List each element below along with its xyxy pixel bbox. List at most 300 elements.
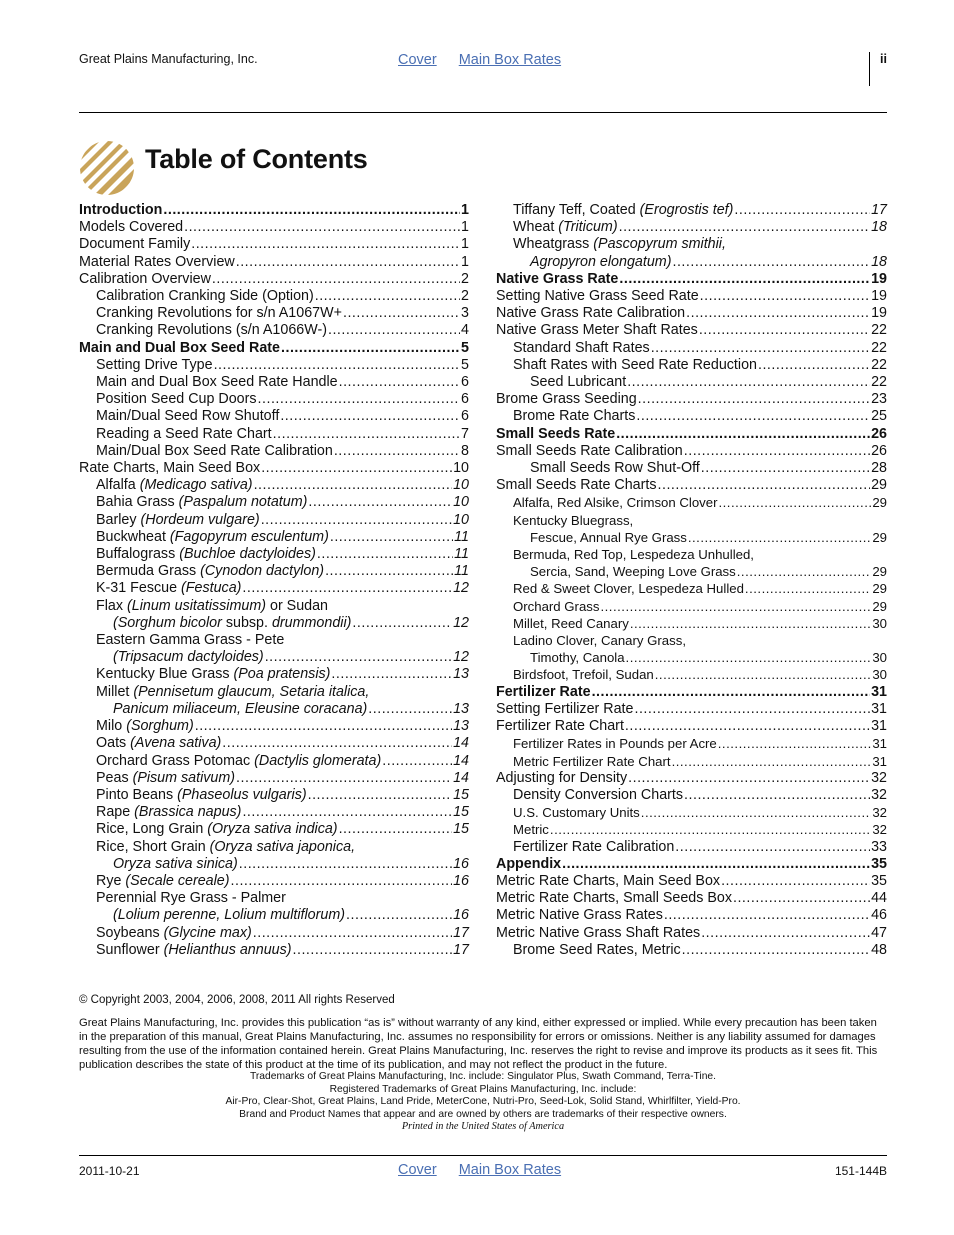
toc-entry[interactable]: [79, 649, 469, 666]
toc-entry[interactable]: [496, 408, 887, 425]
toc-entry[interactable]: [79, 322, 469, 339]
toc-dot-leader: [231, 873, 453, 890]
toc-entry[interactable]: [496, 701, 887, 718]
toc-page-number: 1: [461, 236, 469, 253]
disclaimer-text: Great Plains Manufacturing, Inc. provides this publication “as is” without warranty of any kind, either expressed or implied. While every precaution has been taken in the preparation of this manual, Great Plains Manufacturing, Inc. assumes no responsibility for errors or omissions. Neither is any liability assumed for damages resulting from the use of the information contained herein. Great Plains Manufacturing, Inc. reserves the right to revise and improve its products as it sees fit. This publication describes the state of this product at the time of its publication, and may not reflect the product in the future.: [79, 1017, 878, 1071]
toc-entry[interactable]: [496, 684, 887, 701]
toc-entry-title: [513, 580, 744, 597]
toc-dot-leader: [745, 580, 871, 597]
toc-entry[interactable]: [79, 701, 469, 718]
toc-entry-text: Setting Native Grass Seed Rate: [496, 288, 699, 305]
toc-entry-text: Sercia, Sand, Weeping Love Grass: [530, 564, 736, 580]
main-box-rates-link[interactable]: Main Box Rates: [458, 52, 562, 68]
toc-entry-text: Position Seed Cup Doors: [96, 391, 257, 408]
toc-entry[interactable]: [79, 340, 469, 357]
toc-page-number: 32: [871, 769, 887, 786]
toc-entry-text: Setting Drive Type: [96, 356, 213, 373]
toc-entry-text: (Linum usitatissimum): [126, 597, 267, 614]
toc-entry-continuation: [496, 512, 887, 529]
toc-entry-title: [496, 477, 657, 494]
toc-entry[interactable]: [496, 460, 887, 477]
toc-page-number: 4: [461, 322, 469, 339]
toc-dot-leader: [686, 305, 870, 322]
toc-page-number: 5: [461, 356, 469, 373]
toc-dot-leader: [718, 494, 871, 511]
toc-entry-title: [96, 529, 329, 546]
toc-entry-text: Wheatgrass: [513, 236, 594, 253]
trademarks-block: [79, 1071, 887, 1134]
toc-dot-leader: [214, 357, 460, 374]
toc-entry[interactable]: [496, 494, 887, 511]
toc-entry[interactable]: [496, 821, 887, 838]
toc-dot-leader: [619, 219, 871, 236]
toc-dot-leader: [195, 718, 452, 735]
toc-dot-leader: [163, 202, 460, 219]
toc-entry[interactable]: [496, 374, 887, 391]
toc-entry[interactable]: [79, 477, 469, 494]
toc-entry[interactable]: [79, 460, 469, 477]
cover-link[interactable]: Cover: [398, 52, 437, 68]
toc-entry-title: [96, 925, 252, 942]
toc-entry-text: Models Covered: [79, 219, 184, 236]
toc-entry-text: Standard Shaft Rates: [513, 339, 650, 356]
toc-page-number: 13: [453, 718, 469, 735]
toc-entry[interactable]: [79, 529, 469, 546]
toc-entry[interactable]: [79, 512, 469, 529]
toc-entry-text: Shaft Rates with Seed Rate Reduction: [513, 356, 757, 373]
toc-dot-leader: [758, 357, 870, 374]
toc-dot-leader: [242, 580, 452, 597]
toc-entry-title: [96, 839, 355, 855]
toc-entry-title: [96, 632, 284, 648]
toc-entry-text: Bahia Grass: [96, 494, 179, 511]
toc-page-number: 15: [453, 821, 469, 838]
toc-dot-leader: [655, 666, 872, 683]
toc-entry[interactable]: [496, 615, 887, 632]
toc-entry-text: Small Seeds Row Shut-Off: [530, 460, 700, 477]
toc-entry-text: Panicum miliaceum, Eleusine coracana): [113, 700, 368, 717]
toc-entry-title: [513, 839, 674, 856]
toc-entry[interactable]: [496, 305, 887, 322]
toc-entry-text: Small Seeds Rate Charts: [496, 477, 657, 494]
toc-entry-title: [96, 546, 316, 563]
toc-dot-leader: [343, 305, 460, 322]
toc-entry[interactable]: [79, 770, 469, 787]
toc-entry-text: Brome Rate Charts: [513, 408, 636, 425]
toc-entry-text: Cranking Revolutions (s/n A1066W-): [96, 322, 327, 339]
toc-entry-title: [496, 770, 627, 787]
toc-entry-text: Material Rates Overview: [79, 253, 235, 270]
toc-page-number: 31: [872, 736, 887, 752]
toc-dot-leader: [258, 391, 461, 408]
toc-entry-text: Metric Fertilizer Rate Chart: [513, 753, 671, 769]
toc-entry-text: (Oryza sativa indica): [207, 821, 338, 838]
toc-entry-text: Adjusting for Density: [496, 769, 628, 786]
toc-page-number: 19: [871, 270, 887, 287]
toc-entry[interactable]: [496, 219, 887, 236]
toc-entry-text: Oryza sativa sinica): [113, 855, 238, 872]
toc-page-number: 2: [461, 270, 469, 287]
toc-entry[interactable]: [496, 856, 887, 873]
toc-page-number: 1: [461, 219, 469, 236]
toc-entry-text: Brome Seed Rates, Metric: [513, 941, 681, 958]
toc-dot-leader: [641, 804, 872, 821]
toc-entry-title: [79, 202, 162, 219]
toc-dot-leader: [265, 649, 452, 666]
toc-entry-continuation: [79, 890, 469, 907]
toc-entry-continuation: [496, 236, 887, 253]
toc-entry-text: Alfalfa: [96, 477, 140, 494]
toc-entry-text: Fescue, Annual Rye Grass: [530, 529, 687, 545]
toc-page-number: 16: [453, 872, 469, 889]
toc-entry-text: Ladino Clover, Canary Grass,: [513, 633, 686, 649]
toc-entry-title: [513, 633, 686, 648]
toc-dot-leader: [352, 615, 452, 632]
toc-entry[interactable]: [496, 770, 887, 787]
toc-entry[interactable]: [79, 615, 469, 632]
toc-dot-leader: [273, 426, 460, 443]
toc-entry[interactable]: [79, 666, 469, 683]
toc-entry[interactable]: [496, 666, 887, 683]
toc-dot-leader: [688, 529, 871, 546]
toc-entry[interactable]: [79, 357, 469, 374]
footer-main-box-rates-link[interactable]: Main Box Rates: [458, 1162, 562, 1178]
toc-entry-title: [496, 426, 615, 443]
toc-entry[interactable]: [79, 735, 469, 752]
toc-entry-text: K-31 Fescue: [96, 580, 182, 597]
toc-entry-text: Metric Native Grass Rates: [496, 907, 663, 924]
toc-dot-leader: [253, 925, 452, 942]
toc-entry-title: [113, 907, 345, 924]
toc-page-number: 17: [871, 202, 887, 218]
toc-entry-title: [513, 821, 549, 838]
toc-entry[interactable]: [496, 202, 887, 219]
toc-entry[interactable]: [496, 804, 887, 821]
toc-entry-title: [113, 701, 367, 718]
toc-entry[interactable]: [79, 305, 469, 322]
toc-page-number: 44: [871, 890, 887, 907]
toc-page-number: 16: [453, 907, 469, 924]
toc-entry-title: [96, 770, 235, 787]
toc-entry[interactable]: [79, 494, 469, 511]
toc-page-number: 47: [871, 924, 887, 941]
toc-entry[interactable]: [79, 821, 469, 838]
toc-dot-leader: [627, 374, 870, 391]
toc-entry-text: Native Grass Rate Calibration: [496, 305, 686, 322]
toc-entry-text: (Sorghum): [126, 718, 194, 735]
toc-entry-text: Millet: [96, 683, 134, 700]
toc-page-number: 13: [453, 700, 469, 717]
toc-entry[interactable]: [496, 322, 887, 339]
toc-entry[interactable]: [496, 787, 887, 804]
toc-entry-text: Document Family: [79, 236, 191, 253]
toc-entry-text: Bermuda Grass: [96, 563, 201, 580]
toc-entry-text: Wheat: [513, 219, 559, 236]
third-party-trademarks-line: Brand and Product Names that appear and are owned by others are trademarks of their respective owners.: [239, 1108, 727, 1120]
toc-entry-text: subsp.: [221, 614, 272, 631]
toc-dot-leader: [626, 649, 872, 666]
toc-entry[interactable]: [496, 254, 887, 271]
toc-entry-text: or Sudan: [266, 597, 329, 614]
toc-dot-leader: [261, 460, 452, 477]
toc-entry-text: Calibration Cranking Side (Option): [96, 288, 314, 305]
toc-entry-text: (Triticum): [558, 219, 618, 236]
toc-entry-text: Fertilizer Rate: [496, 683, 591, 700]
toc-entry-title: [530, 649, 625, 666]
toc-entry-title: [96, 494, 307, 511]
toc-page-number: 11: [454, 528, 469, 545]
toc-dot-leader: [672, 753, 872, 770]
toc-entry-title: [496, 391, 637, 408]
toc-entry[interactable]: [79, 563, 469, 580]
toc-entry-title: [96, 477, 253, 494]
toc-entry-title: [96, 408, 279, 425]
toc-entry-text: (Dactylis glomerata): [254, 752, 382, 769]
toc-dot-leader: [308, 787, 452, 804]
toc-entry[interactable]: [496, 942, 887, 959]
toc-entry[interactable]: [79, 426, 469, 443]
toc-entry-text: Reading a Seed Rate Chart: [96, 425, 272, 442]
toc-page-number: 17: [453, 924, 469, 941]
toc-dot-leader: [592, 684, 871, 701]
toc-entry-title: [79, 271, 211, 288]
toc-dot-leader: [328, 322, 460, 339]
toc-entry[interactable]: [496, 443, 887, 460]
toc-page-number: 30: [872, 667, 887, 683]
toc-entry-text: U.S. Customary Units: [513, 805, 640, 821]
toc-entry[interactable]: [79, 856, 469, 873]
toc-entry[interactable]: [496, 477, 887, 494]
toc-entry-text: Main/Dual Box Seed Rate Calibration: [96, 442, 333, 459]
toc-entry-text: Birdsfoot, Trefoil, Sudan: [513, 667, 654, 683]
toc-entry[interactable]: [79, 202, 469, 219]
toc-entry[interactable]: [496, 426, 887, 443]
toc-entry-text: Orchard Grass: [513, 598, 600, 614]
footer-rule: [79, 1155, 887, 1156]
toc-entry[interactable]: [496, 529, 887, 546]
toc-dot-leader: [658, 477, 871, 494]
toc-entry[interactable]: [79, 907, 469, 924]
toc-column-left: [79, 202, 469, 959]
toc-entry-text: Red & Sweet Clover, Lespedeza Hulled: [513, 581, 744, 597]
toc-entry[interactable]: [496, 340, 887, 357]
toc-entry[interactable]: [79, 942, 469, 959]
toc-entry[interactable]: [496, 288, 887, 305]
toc-entry[interactable]: [496, 271, 887, 288]
toc-entry-title: [96, 391, 257, 408]
document-code: 151-144B: [834, 1164, 887, 1178]
toc-entry-title: [496, 925, 700, 942]
toc-entry[interactable]: [496, 735, 887, 752]
toc-entry[interactable]: [496, 649, 887, 666]
toc-entry-title: [530, 460, 700, 477]
toc-entry[interactable]: [79, 288, 469, 305]
toc-entry[interactable]: [79, 753, 469, 770]
toc-entry-title: [96, 288, 314, 305]
toc-entry[interactable]: [496, 890, 887, 907]
toc-entry[interactable]: [79, 219, 469, 236]
toc-page-number: 6: [461, 391, 469, 408]
page-header: [79, 52, 887, 72]
toc-entry[interactable]: [79, 391, 469, 408]
toc-entry-title: [530, 529, 687, 546]
toc-entry-text: Fertilizer Rates in Pounds per Acre: [513, 736, 717, 752]
toc-page-number: 22: [871, 356, 887, 373]
header-rule: [79, 112, 887, 113]
toc-entry-text: Timothy, Canola: [530, 650, 625, 666]
toc-entry-text: (Poa pratensis): [233, 666, 331, 683]
toc-dot-leader: [700, 288, 870, 305]
toc-dot-leader: [280, 408, 460, 425]
toc-entry[interactable]: [496, 718, 887, 735]
toc-entry-title: [513, 408, 635, 425]
toc-dot-leader: [733, 890, 870, 907]
toc-entry-text: Perennial Rye Grass - Palmer: [96, 890, 286, 907]
toc-entry[interactable]: [79, 718, 469, 735]
page-title: Table of Contents: [145, 144, 368, 174]
toc-page-number: 30: [872, 615, 887, 631]
toc-entry-title: [513, 735, 717, 752]
header-nav: [398, 52, 579, 68]
toc-entry-title: [79, 236, 190, 253]
toc-entry-title: [496, 907, 663, 924]
toc-page-number: 15: [453, 786, 469, 803]
toc-entry[interactable]: [79, 443, 469, 460]
toc-dot-leader: [684, 787, 870, 804]
toc-entry-title: [79, 460, 260, 477]
toc-dot-leader: [664, 907, 870, 924]
toc-dot-leader: [636, 408, 870, 425]
toc-dot-leader: [331, 666, 452, 683]
toc-entry-text: Metric Rate Charts, Main Seed Box: [496, 872, 721, 889]
toc-entry[interactable]: [496, 839, 887, 856]
header-divider: [869, 52, 870, 86]
toc-entry-text: Pinto Beans: [96, 786, 178, 803]
toc-entry[interactable]: [79, 271, 469, 288]
toc-entry-title: [496, 684, 591, 701]
toc-entry[interactable]: [79, 925, 469, 942]
toc-entry-text: Eastern Gamma Grass - Pete: [96, 632, 285, 649]
toc-entry-title: [96, 426, 272, 443]
toc-page-number: 6: [461, 408, 469, 425]
toc-entry-text: drummondii): [271, 614, 352, 631]
toc-page-number: 17: [453, 941, 469, 958]
toc-entry-text: Buffalograss: [96, 546, 180, 563]
toc-dot-leader: [721, 873, 870, 890]
toc-entry-text: (Medicago sativa): [139, 477, 253, 494]
toc-page-number: 18: [871, 253, 887, 270]
toc-entry[interactable]: [496, 598, 887, 615]
toc-entry-title: [496, 856, 561, 873]
toc-page-number: 6: [461, 374, 469, 391]
toc-entry-title: [96, 305, 342, 322]
toc-entry[interactable]: [496, 907, 887, 924]
toc-page-number: 5: [461, 339, 469, 356]
toc-entry-text: Main and Dual Box Seed Rate: [79, 339, 280, 356]
toc-entry-title: [496, 271, 618, 288]
toc-entry-text: Native Grass Rate: [496, 270, 619, 287]
toc-entry-title: [113, 856, 238, 873]
toc-page-number: 12: [453, 580, 469, 597]
toc-entry-continuation: [79, 684, 469, 701]
toc-entry-text: (Pisum sativum): [132, 769, 236, 786]
toc-entry[interactable]: [496, 563, 887, 580]
toc-entry-text: (Fagopyrum esculentum): [169, 528, 329, 545]
toc-entry-text: Main and Dual Box Seed Rate Handle: [96, 374, 338, 391]
toc-dot-leader: [562, 856, 870, 873]
toc-page-number: 32: [872, 805, 887, 821]
toc-dot-leader: [600, 598, 871, 615]
toc-dot-leader: [630, 615, 872, 632]
toc-entry[interactable]: [79, 254, 469, 271]
toc-page-number: 23: [871, 391, 887, 408]
toc-dot-leader: [699, 322, 870, 339]
toc-entry-continuation[interactable]: [496, 357, 887, 374]
toc-entry-title: [96, 890, 286, 906]
toc-dot-leader: [222, 735, 452, 752]
toc-dot-leader: [242, 804, 452, 821]
toc-entry-title: [530, 563, 736, 580]
toc-page-number: 7: [461, 425, 469, 442]
toc-dot-leader: [616, 426, 870, 443]
toc-entry-title: [496, 288, 699, 305]
toc-entry[interactable]: [79, 546, 469, 563]
registered-trademarks-line: Registered Trademarks of Great Plains Manufacturing, Inc. include:: [329, 1083, 637, 1095]
toc-entry[interactable]: [79, 374, 469, 391]
toc-entry[interactable]: [496, 873, 887, 890]
toc-entry[interactable]: [79, 580, 469, 597]
toc-entry-continuation: [79, 839, 469, 856]
toc-entry[interactable]: [79, 873, 469, 890]
toc-entry-text: (Lolium perenne, Lolium multiflorum): [113, 907, 346, 924]
toc-entry[interactable]: [496, 925, 887, 942]
toc-dot-leader: [281, 340, 460, 357]
toc-entry[interactable]: [79, 787, 469, 804]
toc-entry[interactable]: [79, 804, 469, 821]
toc-entry-text: (Helianthus annuus): [163, 941, 292, 958]
toc-dot-leader: [382, 753, 452, 770]
toc-page-number: 14: [453, 752, 469, 769]
toc-entry-text: Fertilizer Rate Calibration: [513, 838, 675, 855]
toc-entry-text: Tiffany Teff, Coated: [513, 202, 640, 218]
toc-dot-leader: [334, 443, 460, 460]
copyright-line: © Copyright 2003, 2004, 2006, 2008, 2011 All rights Reserved: [79, 994, 395, 1006]
toc-entry-title: [513, 219, 618, 236]
toc-entry-title: [96, 357, 213, 374]
toc-page-number: 18: [871, 219, 887, 236]
toc-entry-text: Introduction: [79, 202, 163, 218]
toc-entry-title: [113, 649, 264, 666]
toc-page-number: 1: [461, 202, 469, 218]
toc-entry[interactable]: [79, 236, 469, 253]
toc-dot-leader: [317, 546, 453, 563]
toc-page-number: 29: [872, 598, 887, 614]
toc-entry-text: Metric Rate Charts, Small Seeds Box: [496, 890, 732, 907]
toc-dot-leader: [339, 374, 460, 391]
toc-dot-leader: [236, 770, 452, 787]
toc-entry[interactable]: [496, 753, 887, 770]
toc-entry[interactable]: [496, 580, 887, 597]
toc-page-number: 16: [453, 855, 469, 872]
toc-dot-leader: [625, 718, 870, 735]
footer-cover-link[interactable]: Cover: [398, 1162, 437, 1178]
toc-entry-text: Rape: [96, 804, 135, 821]
toc-dot-leader: [682, 942, 870, 959]
toc-entry-text: (Hordeum vulgare): [140, 511, 260, 528]
toc-entry[interactable]: [496, 391, 887, 408]
toc-page-number: 25: [871, 408, 887, 425]
toc-entry[interactable]: [79, 408, 469, 425]
